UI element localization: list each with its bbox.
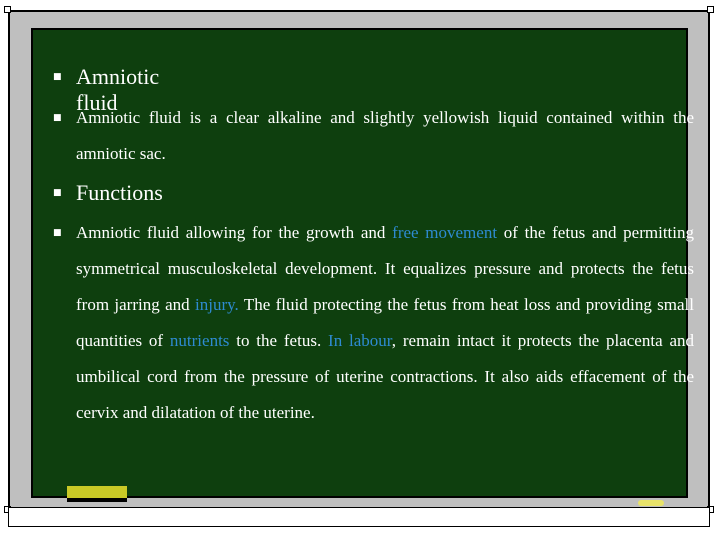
functions-text: of the fetus and permitting symmetrical musculoskeletal development. It equalizes pressure and protects the fetus from jarring and	[76, 223, 694, 314]
frame-corner	[4, 6, 11, 13]
bullet-icon: ■	[53, 113, 62, 123]
bullet-icon: ■	[53, 228, 62, 238]
paragraph-functions	[49, 215, 694, 431]
definition-text: Amniotic fluid is a clear alkaline and slightly yellowish liquid contained within the amniotic sac.	[76, 108, 694, 163]
bullet-icon: ■	[53, 188, 62, 198]
heading-amniotic-fluid: Amniotic fluid	[76, 64, 160, 115]
chalkboard-ledge	[8, 507, 710, 527]
highlight-injury: injury.	[195, 295, 239, 314]
eraser-icon	[67, 486, 127, 502]
highlight-in-labour: In labour	[328, 331, 392, 350]
functions-text: The fluid protecting the fetus from heat loss and providing small quantities of	[76, 295, 695, 350]
highlight-nutrients: nutrients	[169, 331, 230, 350]
functions-text: , remain intact it protects the placenta and umbilical cord from the pressure of uterine contractions. It also aids effacement of the cervix and dilatation of the uterine.	[76, 331, 694, 422]
functions-text: Amniotic fluid allowing for the growth and	[76, 223, 393, 242]
paragraph-definition	[49, 100, 694, 172]
bullet-icon: ■	[53, 72, 62, 82]
heading-functions: Functions	[76, 180, 163, 205]
frame-corner	[707, 6, 714, 13]
highlight-free-movement: free movement	[392, 223, 498, 242]
chalk-icon	[638, 500, 664, 506]
functions-text: to the fetus.	[229, 331, 329, 350]
